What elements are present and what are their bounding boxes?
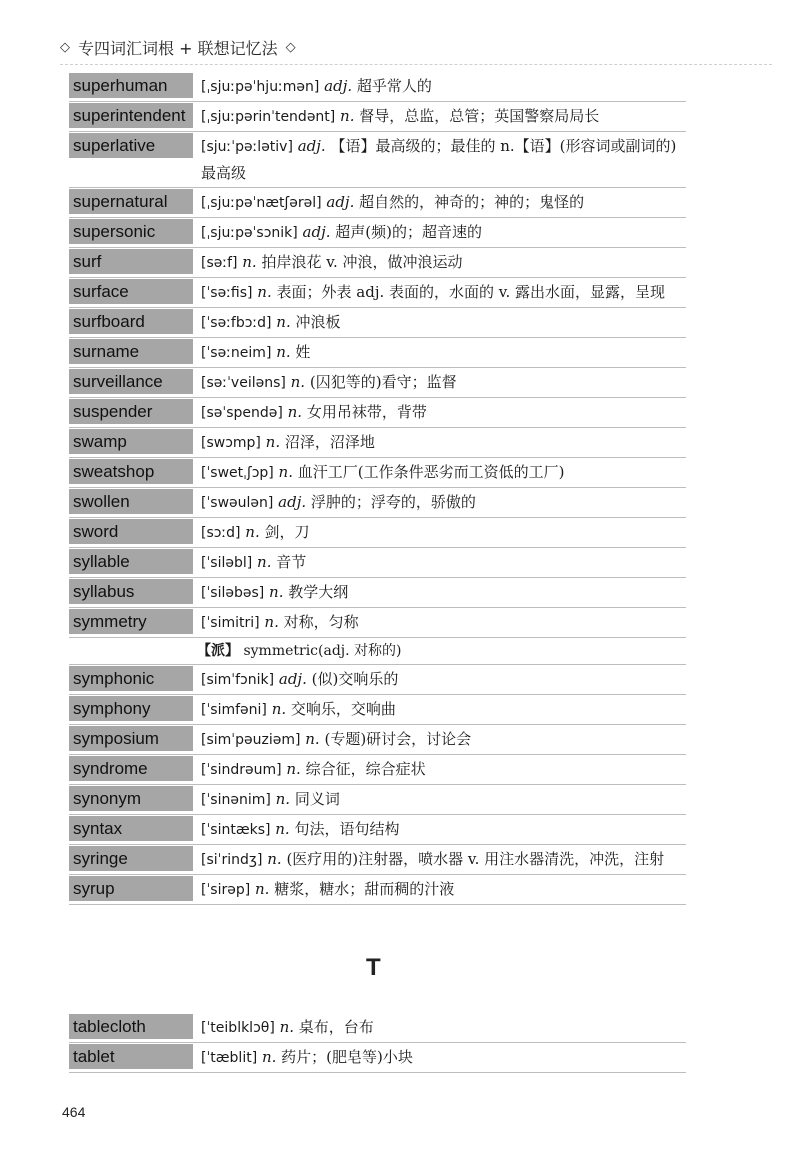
running-header [60, 34, 296, 60]
meaning: 对称，匀称 [283, 613, 359, 631]
part-of-speech: n. [279, 1018, 295, 1036]
entry-list [69, 72, 686, 905]
part-of-speech: adj. [302, 223, 331, 241]
part-of-speech: n. [286, 760, 301, 778]
part-of-speech: adj. [278, 493, 307, 511]
vocab-entry [69, 518, 686, 548]
vocab-entry [69, 725, 686, 755]
headword: surface [69, 279, 193, 304]
meaning: 沼泽，沼泽地 [284, 433, 375, 451]
meaning: (医疗用的)注射器，喷水器 v. 用注水器清洗，冲洗，注射 [286, 850, 665, 868]
part-of-speech: n. [275, 820, 290, 838]
definition [201, 219, 686, 246]
definition [201, 189, 686, 216]
headword: syllable [69, 549, 193, 574]
headword: sword [69, 519, 193, 544]
meaning: 同义词 [294, 790, 340, 808]
phonetic: [ˌsjuːpəˈnætʃərəl] [201, 195, 322, 211]
definition [201, 579, 686, 606]
vocab-entry [69, 278, 686, 308]
headword: syndrome [69, 756, 193, 781]
phonetic: [səːf] [201, 255, 238, 271]
vocab-entry [69, 578, 686, 608]
part-of-speech: adj. [278, 670, 307, 688]
headword: symphony [69, 696, 193, 721]
headword: synonym [69, 786, 193, 811]
headword: superlative [69, 133, 193, 158]
phonetic: [sjuːˈpəːlətiv] [201, 139, 293, 155]
vocab-entry [69, 845, 686, 875]
part-of-speech: n. [278, 463, 293, 481]
definition [201, 756, 686, 783]
vocab-entry [69, 102, 686, 132]
meaning: 桌布，台布 [298, 1018, 374, 1036]
part-of-speech: n. [242, 253, 257, 271]
vocab-entry [69, 308, 686, 338]
headword: sweatshop [69, 459, 193, 484]
part-of-speech: n. [267, 850, 282, 868]
definition [201, 549, 686, 576]
meaning: 糖浆，糖水；甜而稠的汁液 [274, 880, 455, 898]
definition [201, 73, 686, 100]
definition [201, 696, 686, 723]
definition [201, 876, 686, 903]
part-of-speech: n. [275, 790, 291, 808]
page-number: 464 [62, 1104, 86, 1120]
phonetic: [ˈsəːneim] [201, 345, 272, 361]
vocab-entry [69, 608, 686, 638]
phonetic: [simˈfɔnik] [201, 672, 275, 688]
part-of-speech: adj. [326, 193, 355, 211]
phonetic: [ˈsindrəum] [201, 762, 282, 778]
phonetic: [ˈsimitri] [201, 615, 260, 631]
meaning: 拍岸浪花 v. 冲浪，做冲浪运动 [261, 253, 463, 271]
headword: supersonic [69, 219, 193, 244]
meaning: 剑，刀 [264, 523, 310, 541]
definition [201, 339, 686, 366]
phonetic: [ˌsjuːpəˈsɔnik] [201, 225, 298, 241]
header-divider [60, 64, 772, 65]
meaning: 血汗工厂(工作条件恶劣而工资低的工厂) [297, 463, 565, 481]
vocab-entry [69, 458, 686, 488]
definition [201, 399, 686, 426]
definition [201, 609, 686, 636]
meaning: (专题)研讨会，讨论会 [324, 730, 472, 748]
definition [201, 666, 686, 693]
meaning: 督导，总监，总管；英国警察局局长 [359, 107, 600, 125]
definition [201, 519, 686, 546]
derived-tag: 【派】 [197, 643, 239, 659]
vocab-entry [69, 1013, 686, 1043]
definition [201, 786, 686, 813]
headword: superhuman [69, 73, 193, 98]
headword: syringe [69, 846, 193, 871]
definition [201, 459, 686, 486]
definition [201, 133, 686, 186]
phonetic: [ˌsjuːpəˈhjuːmən] [201, 79, 320, 95]
meaning: 超乎常人的 [356, 77, 432, 95]
part-of-speech: adj. [297, 137, 326, 155]
phonetic: [ˌsjuːpərinˈtendənt] [201, 109, 336, 125]
meaning: 【语】最高级的；最佳的 n.【语】(形容词或副词的)最高级 [201, 137, 677, 182]
part-of-speech: n. [276, 343, 291, 361]
phonetic: [ˈsəːfis] [201, 285, 253, 301]
phonetic: [ˈsintæks] [201, 822, 271, 838]
headword: syntax [69, 816, 193, 841]
definition [201, 1014, 686, 1041]
definition [201, 249, 686, 276]
headword: superintendent [69, 103, 193, 128]
vocab-entry [69, 695, 686, 725]
definition [201, 1044, 686, 1071]
definition [201, 489, 686, 516]
headword: symmetry [69, 609, 193, 634]
phonetic: [ˈsinənim] [201, 792, 271, 808]
phonetic: [swɔmp] [201, 435, 261, 451]
part-of-speech: n. [257, 283, 272, 301]
part-of-speech: n. [245, 523, 260, 541]
phonetic: [ˈsiləbəs] [201, 585, 265, 601]
part-of-speech: n. [261, 1048, 277, 1066]
headword: swollen [69, 489, 193, 514]
definition [201, 846, 686, 873]
part-of-speech: n. [271, 700, 287, 718]
phonetic: [ˈswəulən] [201, 495, 274, 511]
meaning: 药片；(肥皂等)小块 [281, 1048, 413, 1066]
part-of-speech: n. [340, 107, 355, 125]
header-title: 专四词汇词根 + 联想记忆法 [78, 38, 278, 58]
phonetic: [sɔːd] [201, 525, 241, 541]
definition [201, 369, 686, 396]
meaning: 音节 [276, 553, 307, 571]
vocab-entry [69, 338, 686, 368]
headword: syrup [69, 876, 193, 901]
meaning: 教学大纲 [288, 583, 349, 601]
meaning: 超声(频)的；超音速的 [335, 223, 482, 241]
vocab-entry [69, 1043, 686, 1073]
vocab-entry [69, 755, 686, 785]
headword: suspender [69, 399, 193, 424]
phonetic: [simˈpəuziəm] [201, 732, 301, 748]
vocab-entry [69, 665, 686, 695]
part-of-speech: n. [255, 880, 270, 898]
vocab-entry [69, 815, 686, 845]
headword: supernatural [69, 189, 193, 214]
vocab-entry [69, 785, 686, 815]
vocab-entry [69, 875, 686, 905]
phonetic: [siˈrindʒ] [201, 852, 263, 868]
headword: surfboard [69, 309, 193, 334]
headword: surname [69, 339, 193, 364]
headword: surf [69, 249, 193, 274]
vocab-entry [69, 132, 686, 188]
headword: tablecloth [69, 1014, 193, 1039]
vocab-entry [69, 428, 686, 458]
headword: swamp [69, 429, 193, 454]
vocab-entry [69, 398, 686, 428]
definition [201, 726, 686, 753]
definition [201, 103, 686, 130]
phonetic: [ˈsəːfbɔːd] [201, 315, 272, 331]
meaning: 浮肿的；浮夸的，骄傲的 [310, 493, 476, 511]
headword: syllabus [69, 579, 193, 604]
phonetic: [ˈsimfəni] [201, 702, 267, 718]
definition [201, 279, 686, 306]
part-of-speech: n. [265, 433, 281, 451]
vocab-entry [69, 368, 686, 398]
phonetic: [ˈsiləbl] [201, 555, 253, 571]
part-of-speech: n. [290, 373, 306, 391]
meaning: 交响乐，交响曲 [290, 700, 396, 718]
vocab-entry [69, 188, 686, 218]
phonetic: [ˈtæblit] [201, 1050, 258, 1066]
part-of-speech: n. [287, 403, 303, 421]
part-of-speech: n. [305, 730, 320, 748]
headword: symposium [69, 726, 193, 751]
definition [201, 816, 686, 843]
meaning: 句法，语句结构 [294, 820, 400, 838]
meaning: 女用吊袜带，背带 [306, 403, 427, 421]
part-of-speech: n. [257, 553, 272, 571]
vocab-entry [69, 488, 686, 518]
phonetic: [ˈswetˌʃɔp] [201, 465, 274, 481]
meaning: 表面；外表 adj. 表面的，水面的 v. 露出水面，显露，呈现 [276, 283, 666, 301]
vocab-entry [69, 72, 686, 102]
definition [201, 309, 686, 336]
meaning: 超自然的，神奇的；神的；鬼怪的 [359, 193, 585, 211]
diamond-icon: ◇ [60, 39, 70, 55]
phonetic: [səːˈveiləns] [201, 375, 286, 391]
derived-form [69, 638, 686, 665]
phonetic: [ˈsirəp] [201, 882, 251, 898]
part-of-speech: adj. [324, 77, 353, 95]
vocab-entry [69, 248, 686, 278]
meaning: 综合征，综合症状 [305, 760, 426, 778]
phonetic: [ˈteiblklɔθ] [201, 1020, 275, 1036]
part-of-speech: n. [269, 583, 284, 601]
headword: tablet [69, 1044, 193, 1069]
vocab-entry [69, 218, 686, 248]
part-of-speech: n. [276, 313, 291, 331]
derived-text: symmetric(adj. 对称的) [243, 643, 402, 659]
headword: symphonic [69, 666, 193, 691]
meaning: (囚犯等的)看守；监督 [309, 373, 457, 391]
meaning: 姓 [295, 343, 311, 361]
phonetic: [səˈspendə] [201, 405, 283, 421]
vocab-entry [69, 548, 686, 578]
headword: surveillance [69, 369, 193, 394]
part-of-speech: n. [264, 613, 279, 631]
meaning: 冲浪板 [295, 313, 341, 331]
definition [201, 429, 686, 456]
section-letter: T [366, 954, 381, 981]
diamond-icon: ◇ [285, 39, 296, 55]
entry-list-t [69, 1013, 686, 1073]
meaning: (似)交响乐的 [311, 670, 399, 688]
